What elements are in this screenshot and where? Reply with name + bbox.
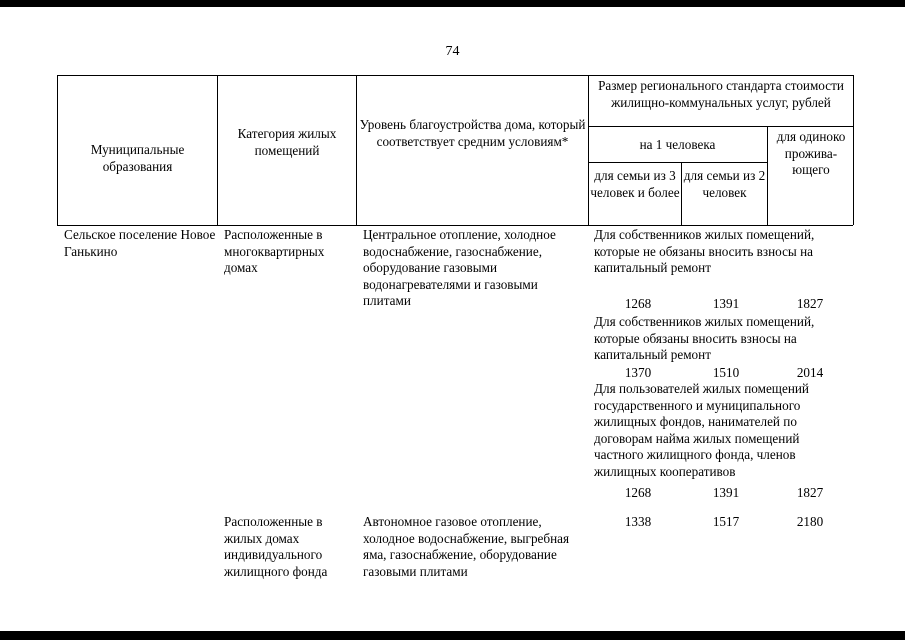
row1-group2-label: Для собственников жилых помещений, которые обязаны вносить взносы на капитальный ремонт bbox=[594, 314, 815, 362]
row1-group3-value-single: 1827 bbox=[796, 485, 824, 500]
row1-group1-value-family3: 1268 bbox=[624, 296, 652, 311]
header-single-resident: для одиноко прожива-ющего bbox=[776, 129, 846, 177]
header-improvement-level: Уровень благоустройства дома, который соответствует средним условиям* bbox=[359, 117, 586, 149]
row2-improvement-level: Автономное газовое отопление, холодное водоснабжение, выгребная яма, газоснабжение, оборудование газовыми плитами bbox=[363, 514, 570, 579]
row1-group3-value-family3: 1268 bbox=[624, 485, 652, 500]
row2-value-family2: 1517 bbox=[712, 514, 740, 529]
scan-border-bottom bbox=[0, 631, 905, 640]
row1-improvement-level: Центральное отопление, холодное водоснабжение, газоснабжение, оборудование газовыми водонагревателями и газовыми плитами bbox=[363, 227, 556, 308]
page-number: 74 bbox=[445, 44, 460, 59]
row1-group3-label: Для пользователей жилых помещений государственного и муниципального жилищных фондов, нанимателей по договорам найма жилых помещений частного жилищного фонда, членов жилищных кооперативов bbox=[594, 381, 809, 479]
row1-group2-value-single: 2014 bbox=[796, 365, 824, 380]
row1-group2-value-family3: 1370 bbox=[624, 365, 652, 380]
scan-border-top bbox=[0, 0, 905, 7]
row1-group2-value-family2: 1510 bbox=[712, 365, 740, 380]
header-category: Категория жилых помещений bbox=[237, 126, 337, 158]
header-per-person: на 1 человека bbox=[639, 137, 716, 152]
row1-municipality: Сельское поселение Новое Ганькино bbox=[64, 227, 216, 259]
row1-group1-value-single: 1827 bbox=[796, 296, 824, 311]
header-family-3: для семьи из 3 человек и более bbox=[590, 168, 680, 200]
row1-group1-label: Для собственников жилых помещений, которые не обязаны вносить взносы на капитальный ремонт bbox=[594, 227, 815, 275]
row1-category: Расположенные в многоквартирных домах bbox=[224, 227, 325, 275]
header-family-2: для семьи из 2 человек bbox=[683, 168, 766, 200]
row1-group1-value-family2: 1391 bbox=[712, 296, 740, 311]
row2-category: Расположенные в жилых домах индивидуального жилищного фонда bbox=[224, 514, 328, 579]
row1-group3-value-family2: 1391 bbox=[712, 485, 740, 500]
row2-value-family3: 1338 bbox=[624, 514, 652, 529]
row2-value-single: 2180 bbox=[796, 514, 824, 529]
header-municipality: Муниципальные образования bbox=[90, 142, 185, 174]
header-standard-size: Размер регионального стандарта стоимости жилищно-коммунальных услуг, рублей bbox=[598, 78, 844, 110]
